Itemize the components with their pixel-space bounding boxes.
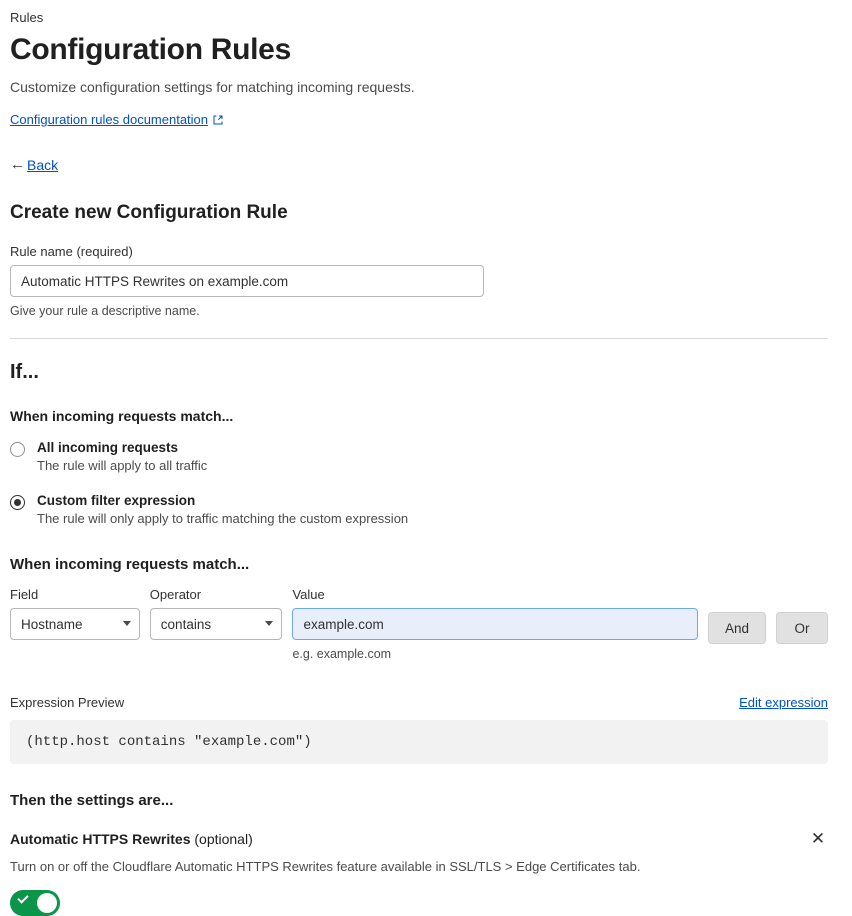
rule-name-label: Rule name (required) <box>10 244 133 259</box>
edit-expression-link[interactable]: Edit expression <box>739 695 828 710</box>
back-link[interactable] <box>10 156 58 173</box>
radio-option-custom-filter-text <box>37 493 408 526</box>
automatic-https-rewrites-toggle[interactable] <box>10 890 60 916</box>
external-link-icon <box>213 112 223 130</box>
back-link-label: Back <box>27 156 59 173</box>
filter-value-helper: e.g. example.com <box>292 647 392 661</box>
chevron-down-icon <box>123 621 131 626</box>
then-settings-heading: Then the settings are... <box>10 792 174 809</box>
and-button-column <box>708 587 766 644</box>
filter-operator-select-value: contains <box>150 608 283 640</box>
filter-value-label: Value <box>292 587 325 602</box>
filter-operator-label: Operator <box>149 587 202 602</box>
filter-value-column <box>292 587 698 661</box>
radio-option-all-requests-text <box>37 440 207 473</box>
filter-field-column <box>10 587 140 640</box>
expression-preview-header <box>10 695 828 710</box>
radio-option-all-requests-title: All incoming requests <box>37 440 179 455</box>
setting-name: Automatic HTTPS Rewrites <box>10 831 191 847</box>
documentation-link-row <box>10 111 828 130</box>
setting-optional-label: (optional) <box>190 831 253 847</box>
and-button[interactable]: And <box>708 612 766 644</box>
or-button-column <box>776 587 828 644</box>
rule-name-input[interactable] <box>10 265 484 297</box>
section-divider <box>10 338 828 339</box>
filter-heading: When incoming requests match... <box>10 556 250 573</box>
radio-option-custom-filter-title: Custom filter expression <box>37 493 196 508</box>
page-title: Configuration Rules <box>10 33 291 66</box>
check-icon <box>17 892 28 903</box>
setting-title <box>10 831 828 847</box>
filter-field-select-value: Hostname <box>10 608 140 640</box>
setting-automatic-https-rewrites <box>10 831 828 916</box>
expression-preview-label: Expression Preview <box>10 695 125 710</box>
radio-option-custom-filter-desc: The rule will only apply to traffic matching the custom expression <box>37 511 409 526</box>
filter-builder-row <box>10 587 828 661</box>
close-icon[interactable]: ✕ <box>810 829 826 848</box>
toggle-knob <box>37 893 57 913</box>
radio-option-custom-filter[interactable] <box>10 493 828 526</box>
create-rule-heading: Create new Configuration Rule <box>10 202 288 223</box>
or-button[interactable]: Or <box>776 612 828 644</box>
back-arrow-icon: ← <box>10 156 25 173</box>
rule-name-helper: Give your rule a descriptive name. <box>10 304 200 318</box>
breadcrumb: Rules <box>10 10 44 25</box>
chevron-down-icon <box>265 621 273 626</box>
filter-operator-select[interactable] <box>150 608 283 640</box>
radio-icon-all-requests[interactable] <box>10 442 25 457</box>
back-row <box>10 156 828 174</box>
page-subtitle: Customize configuration settings for matching incoming requests. <box>10 79 415 95</box>
expression-preview-box: (http.host contains "example.com") <box>10 720 828 764</box>
radio-option-all-requests-desc: The rule will apply to all traffic <box>37 458 208 473</box>
setting-description: Turn on or off the Cloudflare Automatic HTTPS Rewrites feature available in SSL/TLS > Edge Certificates tab. <box>10 859 641 874</box>
configuration-rules-documentation-link[interactable]: Configuration rules documentation <box>10 112 209 127</box>
filter-field-select[interactable] <box>10 608 140 640</box>
match-heading: When incoming requests match... <box>10 408 234 424</box>
radio-icon-custom-filter[interactable] <box>10 495 25 510</box>
filter-value-input[interactable] <box>292 608 698 640</box>
filter-field-label: Field <box>10 587 39 602</box>
filter-operator-column <box>150 587 283 640</box>
if-section-title: If... <box>10 361 39 383</box>
radio-option-all-requests[interactable] <box>10 440 828 473</box>
